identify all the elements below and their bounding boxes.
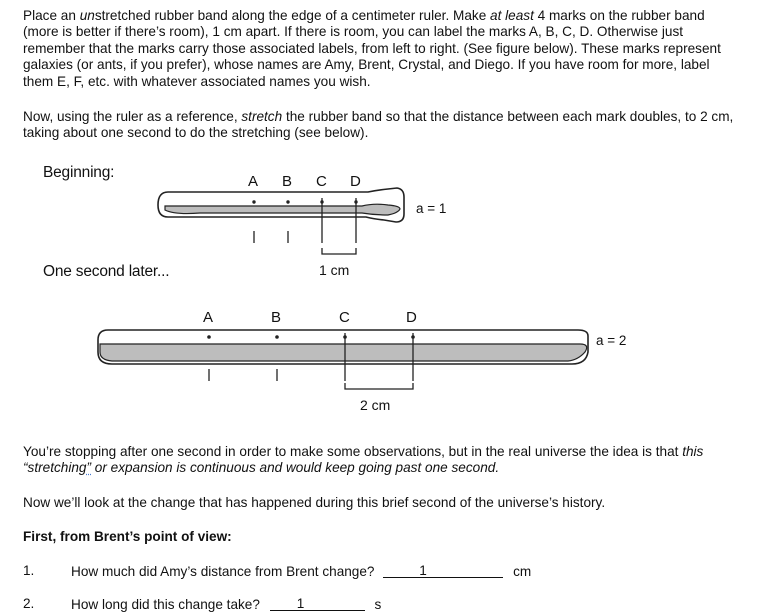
stretched-band bbox=[98, 330, 588, 364]
question-number: 2. bbox=[23, 596, 35, 611]
bottom-scale-factor: a = 2 bbox=[596, 333, 627, 348]
observations-paragraph: You’re stopping after one second in order to make some observations, but in the real universe the idea is that this “stretching” or expansion is continuous and would keep going past one second. bbox=[23, 444, 704, 476]
history-paragraph: Now we’ll look at the change that has happened during this brief second of the universe’s history. bbox=[23, 495, 606, 510]
answer-value: 1 bbox=[296, 596, 305, 611]
question-text: How long did this change take? bbox=[71, 597, 260, 612]
bottom-mark-b: B bbox=[271, 309, 282, 326]
two-cm-bracket bbox=[345, 383, 413, 389]
intro-paragraph-1: Place an unstretched rubber band along the edge of a centimeter ruler. Make at least 4 marks on the rubber band (more is better if there’s room), 1 cm apart. If there is room, you can label the marks A, B, C, D. Otherwise just remember that the marks carry those associated labels, from left to right. (See figure below). These marks represent galaxies (or ants, if you prefer), whose names are Amy, Brent, Crystal, and Diego. If you have room for more, label them E, F, etc. with whatever associated names you wish. bbox=[23, 8, 721, 89]
intro-paragraph-2: Now, using the ruler as a reference, stretch the rubber band so that the distance between each mark doubles, to 2 cm, taking about one second to do the stretching (see below). bbox=[23, 109, 734, 141]
section-heading: First, from Brent’s point of view: bbox=[23, 529, 232, 544]
question-number: 1. bbox=[23, 563, 35, 578]
one-cm-label: 1 cm bbox=[319, 262, 350, 278]
bottom-mark-d: D bbox=[406, 309, 417, 326]
two-cm-label: 2 cm bbox=[360, 397, 391, 413]
top-scale-factor: a = 1 bbox=[416, 201, 447, 216]
answer-blank[interactable] bbox=[383, 563, 503, 578]
top-mark-c: C bbox=[316, 173, 327, 190]
bottom-mark-c: C bbox=[339, 309, 350, 326]
top-mark-a: A bbox=[248, 173, 259, 190]
unstretched-band bbox=[158, 188, 404, 222]
top-mark-d: D bbox=[350, 173, 361, 190]
one-cm-bracket bbox=[322, 248, 356, 254]
unit-label: cm bbox=[513, 564, 532, 579]
answer-blank[interactable] bbox=[270, 596, 365, 611]
beginning-label: Beginning: bbox=[43, 164, 115, 181]
bottom-mark-a: A bbox=[203, 309, 214, 326]
one-second-later-label: One second later... bbox=[43, 263, 170, 280]
top-mark-b: B bbox=[282, 173, 293, 190]
question-text: How much did Amy’s distance from Brent change? bbox=[71, 564, 375, 579]
unit-label: s bbox=[374, 597, 382, 612]
answer-value: 1 bbox=[419, 563, 427, 578]
